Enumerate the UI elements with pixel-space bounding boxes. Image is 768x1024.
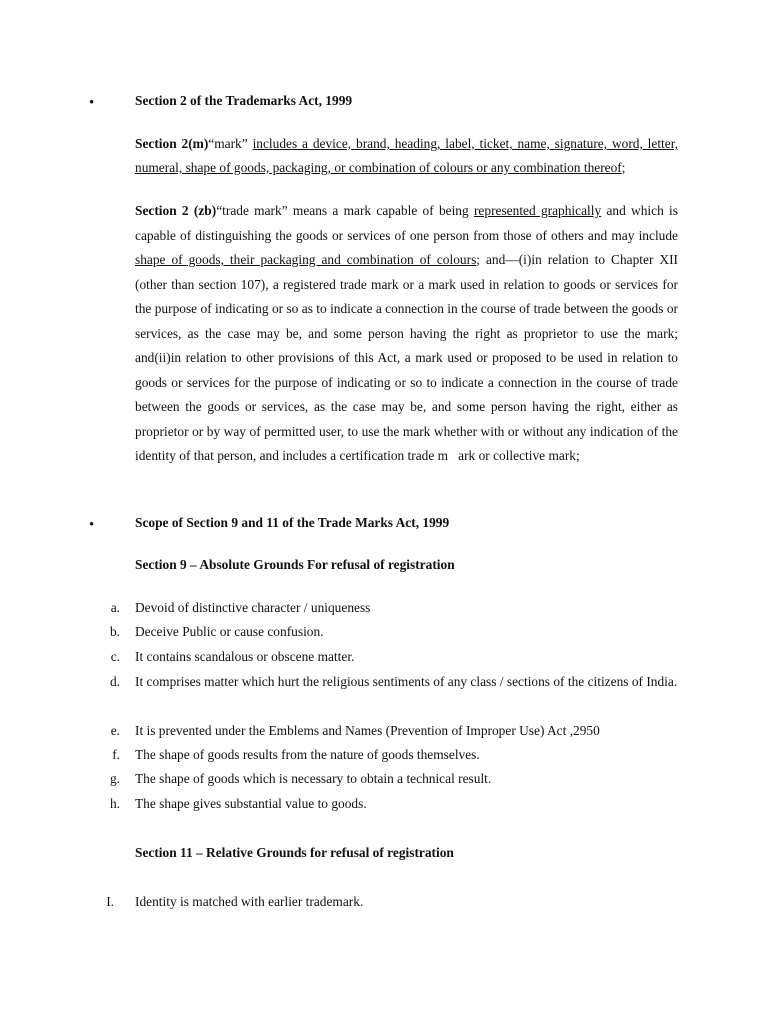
list-item: Deceive Public or cause confusion. — [135, 624, 324, 639]
section-2m-tail: ; — [621, 160, 626, 175]
list-item: It contains scandalous or obscene matter. — [135, 649, 355, 664]
section-2zb-paragraph — [135, 199, 682, 469]
bullet-marker: • — [89, 517, 95, 533]
bullet-marker: • — [89, 95, 95, 111]
list-item: It is prevented under the Emblems and Names (Prevention of Improper Use) Act ,2950 — [135, 723, 600, 738]
section-2zb-text-2: and which is capable of distinguishing the goods or services of one person from those of others and may include — [135, 203, 678, 243]
section-2m-paragraph — [135, 132, 678, 180]
section-9-heading: Section 9 – Absolute Grounds For refusal of registration — [135, 557, 455, 572]
list-item: Identity is matched with earlier trademark. — [135, 894, 364, 909]
list-marker: b. — [109, 624, 120, 639]
list-item: It comprises matter which hurt the religious sentiments of any class / sections of the citizens of India. — [135, 674, 678, 689]
list-marker: c. — [110, 649, 120, 664]
section-2m-lead: “mark” — [208, 136, 253, 151]
section-2-heading: Section 2 of the Trademarks Act, 1999 — [135, 93, 353, 108]
list-item: Devoid of distinctive character / uniqueness — [135, 600, 371, 615]
list-marker: I. — [106, 894, 114, 909]
section-2m-label: Section 2(m) — [135, 136, 209, 151]
list-marker: e. — [110, 723, 120, 738]
section-2zb-underline-1: represented graphically — [473, 203, 602, 218]
section-2zb-label: Section 2 (zb) — [135, 203, 217, 218]
list-item: The shape gives substantial value to goods. — [135, 796, 367, 811]
list-marker: f. — [112, 747, 120, 762]
section-2zb-text-3: ; and—(i)in relation to Chapter XII (other than section 107), a registered trade mark or a mark used in relation to goods or services for the purpose of indicating or so as to indicate a connection in the course of trade between the goods or services, as the case may be, and some person having the right as proprietor to use the mark; and(ii)in relation to other provisions of this Act, a mark used or proposed to be used in relation to goods or services for the purpose of indicating or so to indicate a connection in the course of trade between the goods or services, as the case may be, and some person having the right, either as proprietor or by way of permitted user, to use the mark whether with or without any indication of the identity of that person, and includes a certification trade m ark or collective mark; — [135, 252, 682, 463]
section-2m-definition: includes a device, brand, heading, label, ticket, name, signature, word, letter, numeral, shape of goods, packaging, or combination of colours or any combination thereof — [135, 136, 678, 175]
section-11-heading: Section 11 – Relative Grounds for refusal of registration — [135, 845, 454, 860]
list-marker: g. — [109, 771, 120, 786]
list-marker: a. — [110, 600, 120, 615]
section-2zb-underline-2: shape of goods, their packaging and combination of colours — [135, 252, 477, 267]
section-2zb-text-1: “trade mark” means a mark capable of being — [216, 203, 474, 218]
list-marker: h. — [109, 796, 120, 811]
list-marker: d. — [109, 674, 120, 689]
scope-heading: Scope of Section 9 and 11 of the Trade Marks Act, 1999 — [135, 515, 450, 530]
list-item: The shape of goods results from the nature of goods themselves. — [135, 747, 480, 762]
list-item: The shape of goods which is necessary to obtain a technical result. — [135, 771, 492, 786]
